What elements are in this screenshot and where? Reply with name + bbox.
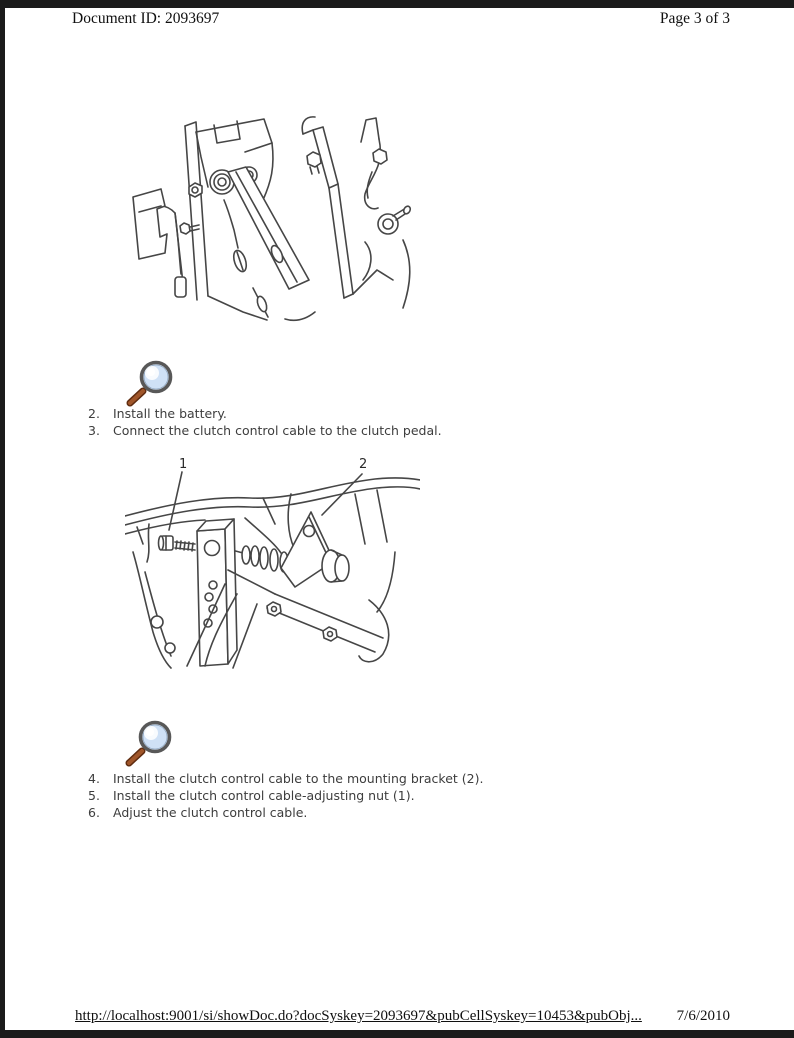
- step-number: 4.: [88, 771, 100, 786]
- procedure-steps-2-3: [88, 405, 442, 439]
- step-text: Install the clutch control cable to the mounting bracket (2).: [113, 771, 484, 786]
- print-date-label: 7/6/2010: [676, 1008, 730, 1024]
- step-number: 6.: [88, 805, 100, 820]
- procedure-steps-4-6: [88, 770, 483, 821]
- document-id-label: Document ID: 2093697: [72, 10, 220, 27]
- step-text: Connect the clutch control cable to the clutch pedal.: [113, 423, 442, 438]
- step-text: Install the clutch control cable-adjusting nut (1).: [113, 788, 415, 803]
- step-item: [88, 804, 483, 821]
- step-item: [88, 787, 483, 804]
- step-number: 2.: [88, 406, 100, 421]
- page-header: [0, 8, 794, 28]
- step-number: 5.: [88, 788, 100, 803]
- step-item: [88, 422, 442, 439]
- figure-clutch-pedal-assembly: [125, 112, 420, 327]
- page-footer: [0, 1008, 794, 1025]
- step-text: Install the battery.: [113, 406, 227, 421]
- step-item: [88, 405, 442, 422]
- source-url-link[interactable]: http://localhost:9001/si/showDoc.do?docSyskey=2093697&pubCellSyskey=10453&pubObj...: [75, 1008, 642, 1024]
- figure-clutch-cable-bracket: [125, 452, 420, 672]
- callout-1-label: 1: [179, 457, 188, 472]
- page-top-border: [0, 0, 794, 8]
- page-number-label: Page 3 of 3: [659, 10, 730, 27]
- callout-2-label: 2: [359, 457, 368, 472]
- zoom-figure-1-magnifier-icon[interactable]: [126, 359, 178, 407]
- page-left-border: [0, 0, 5, 1038]
- step-text: Adjust the clutch control cable.: [113, 805, 308, 820]
- zoom-figure-2-magnifier-icon[interactable]: [125, 719, 177, 767]
- page-bottom-border: [0, 1030, 794, 1038]
- step-number: 3.: [88, 423, 100, 438]
- step-item: [88, 770, 483, 787]
